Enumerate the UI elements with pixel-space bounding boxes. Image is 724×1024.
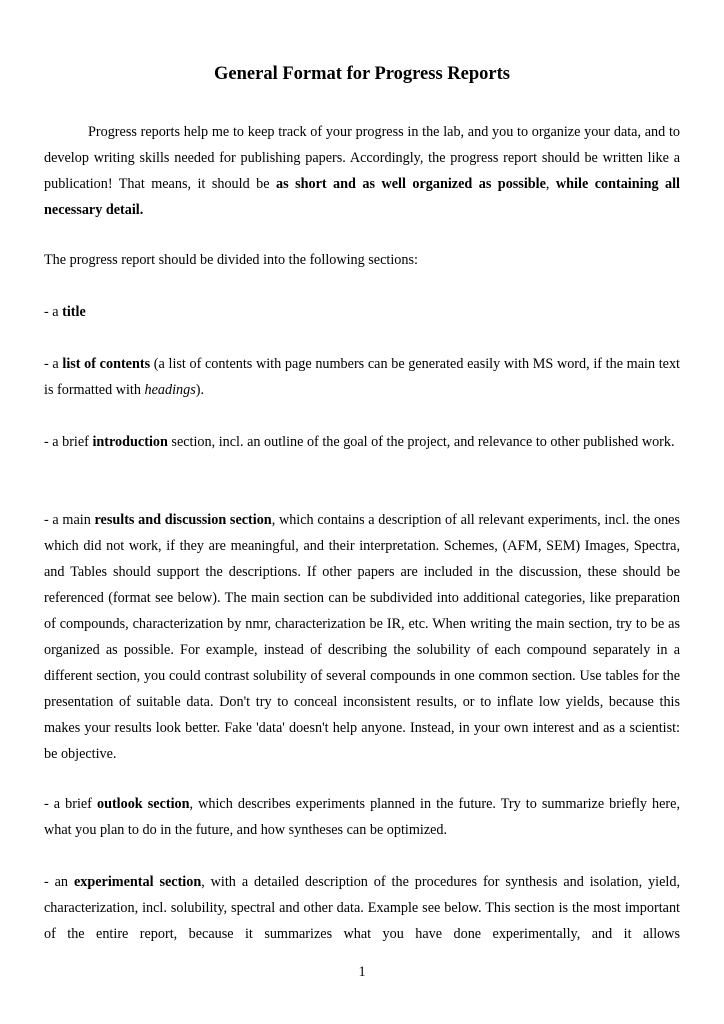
sections-intro: The progress report should be divided into the following sections: xyxy=(44,252,418,268)
list-item-contents xyxy=(44,351,680,403)
item-emphasis: headings xyxy=(144,382,196,398)
item-prefix: - a brief xyxy=(44,434,93,450)
item-term: introduction xyxy=(92,434,168,450)
item-term: list of contents xyxy=(62,356,151,372)
page-title: General Format for Progress Reports xyxy=(214,64,510,84)
list-item-title xyxy=(44,299,680,325)
intro-text: Progress reports help me to keep track of your progress in the lab, and you to organize your data, and to develop writing skills needed for publishing papers. Accordingly, the progress report should be written like a publication! That means, it should be xyxy=(44,124,680,192)
item-text: , with a detailed description of the procedures for synthesis and isolation, yield, characterization, incl. solubility, spectral and other data. Example see below. This section is the most important of the entire report, because it summarizes what you have done experimentally, and it allows xyxy=(44,874,680,942)
item-text: section, incl. an outline of the goal of the project, and relevance to other published work. xyxy=(167,434,675,450)
item-prefix: - a xyxy=(44,304,63,320)
item-term: outlook section xyxy=(96,796,190,812)
item-prefix: - a brief xyxy=(44,796,97,812)
list-item-outlook xyxy=(44,791,680,843)
item-prefix: - a xyxy=(44,356,63,372)
item-text: , which describes experiments planned in the future. Try to summarize briefly here, what you plan to do in the future, and how syntheses can be optimized. xyxy=(44,796,680,838)
list-item-results xyxy=(44,507,680,767)
list-item-introduction xyxy=(44,429,680,455)
item-term: results and discussion section xyxy=(94,512,272,528)
intro-bold-phrase-2: while containing all necessary detail. xyxy=(44,176,681,218)
item-text: , which contains a description of all relevant experiments, incl. the ones which did not work, if they are meaningful, and their interpretation. Schemes, (AFM, SEM) Images, Spectra, and Tables should support the descriptions. If other papers are included in the discussion, these should be referenced (format see below). The main section can be subdivided into additional categories, like preparation of compounds, characterization by nmr, characterization be IR, etc. When writing the main section, try to be as organized as possible. For example, instead of describing the solubility of each compound separately in a different section, you could contrast solubility of several compounds in one common section. Use tables for the presentation of suitable data. Don't try to conceal inconsistent results, or to inflate low yields, because this makes your results look better. Fake 'data' doesn't help anyone. Instead, in your own interest and as a scientist: be objective. xyxy=(44,512,680,762)
intro-separator: , xyxy=(545,176,556,192)
item-prefix: - an xyxy=(44,874,74,890)
item-text: (a list of contents with page numbers can be generated easily with MS word, if the main text is formatted with xyxy=(44,356,680,398)
intro-bold-phrase-1: as short and as well organized as possible xyxy=(275,176,546,192)
item-term: title xyxy=(62,304,86,320)
item-prefix: - a main xyxy=(44,512,95,528)
document-page xyxy=(44,0,680,1024)
intro-paragraph xyxy=(44,119,680,223)
item-text-end: ). xyxy=(195,382,204,398)
list-item-experimental xyxy=(44,869,680,947)
page-number: 1 xyxy=(358,964,366,980)
item-term: experimental section xyxy=(73,874,202,890)
